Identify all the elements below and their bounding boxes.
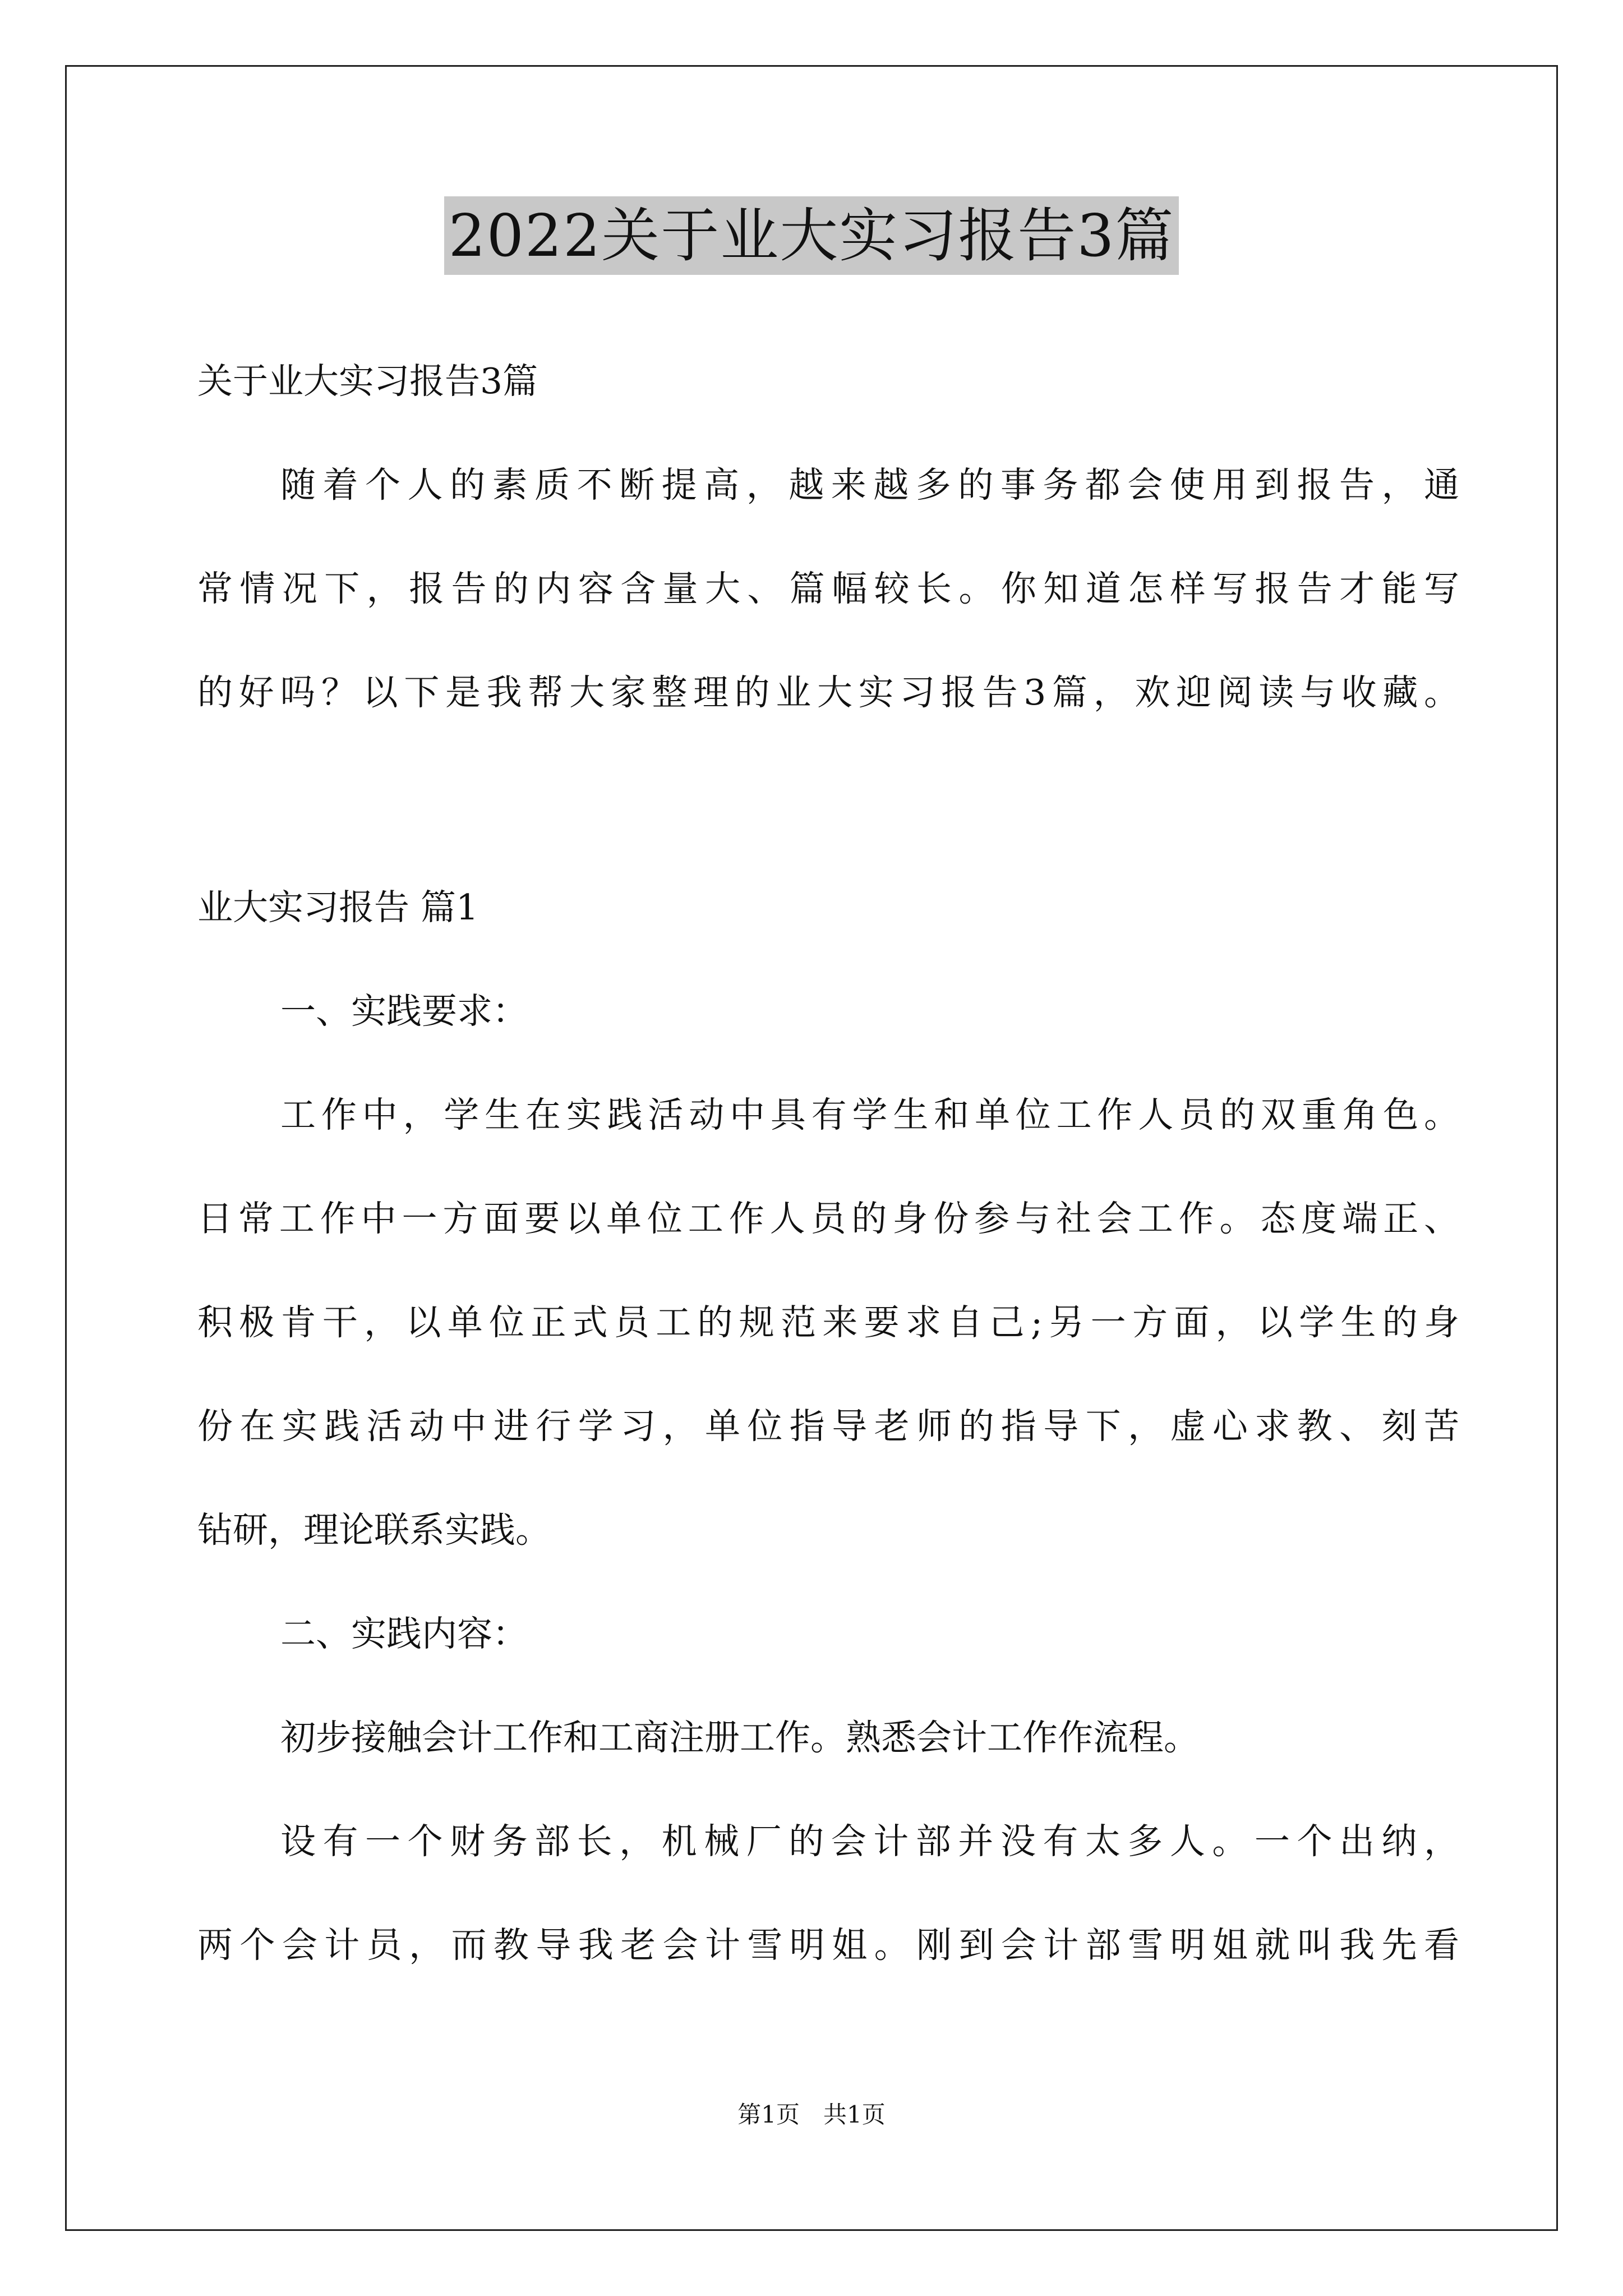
paragraph-line: 日常工作中一方面要以单位工作人员的身份参与社会工作。态度端正、: [197, 1198, 1459, 1239]
paragraph-line: 钻研，理论联系实践。: [197, 1510, 551, 1550]
title-container: [0, 196, 1623, 275]
paragraph-line: 份在实践活动中进行学习，单位指导老师的指导下，虚心求教、刻苦: [197, 1406, 1459, 1447]
paragraph-line: 随着个人的素质不断提高，越来越多的事务都会使用到报告，通: [280, 464, 1459, 505]
paragraph-line: 设有一个财务部长，机械厂的会计部并没有太多人。一个出纳，: [280, 1821, 1459, 1862]
page-footer: 第1页 共1页: [737, 2101, 886, 2128]
subsection-heading: 二、实践内容：: [280, 1613, 528, 1654]
paragraph-line: 初步接触会计工作和工商注册工作。熟悉会计工作作流程。: [280, 1717, 1199, 1758]
subsection-heading: 一、实践要求：: [280, 991, 528, 1032]
paragraph-line: 积极肯干，以单位正式员工的规范来要求自己;另一方面，以学生的身: [197, 1302, 1459, 1343]
section-heading: 业大实习报告 篇1: [197, 887, 479, 928]
paragraph-line: 工作中，学生在实践活动中具有学生和单位工作人员的双重角色。: [280, 1094, 1459, 1135]
paragraph-line: 两个会计员，而教导我老会计雪明姐。刚到会计部雪明姐就叫我先看: [197, 1925, 1459, 1966]
subtitle-line: 关于业大实习报告3篇: [197, 361, 538, 402]
paragraph-line: 的好吗？以下是我帮大家整理的业大实习报告3篇，欢迎阅读与收藏。: [197, 672, 1459, 713]
document-title: 2022关于业大实习报告3篇: [444, 196, 1179, 275]
paragraph-line: 常情况下，报告的内容含量大、篇幅较长。你知道怎样写报告才能写: [197, 568, 1459, 609]
